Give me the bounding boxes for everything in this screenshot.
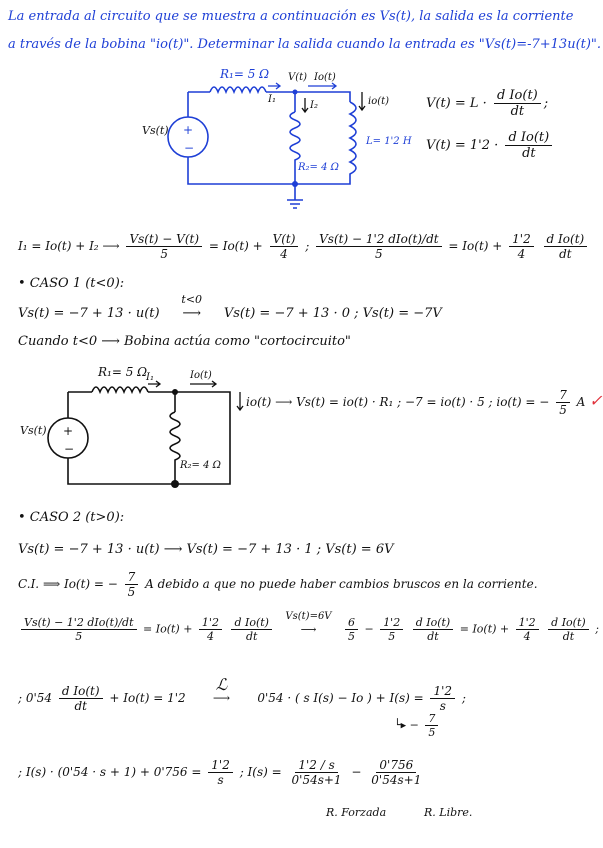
circuit2-r2-label: R₂= 4 Ω: [180, 460, 221, 471]
l-label: L= 1'2 H: [366, 136, 412, 147]
forced-response-label: R. Forzada: [326, 806, 387, 819]
io-label: io(t): [368, 96, 390, 107]
case1-arrow-label: t<0: [181, 293, 203, 306]
free-response-label: R. Libre.: [424, 806, 473, 819]
check-mark-icon: ✓: [589, 391, 603, 410]
i1-label: I₁: [268, 94, 276, 105]
i2-label: I₂: [310, 100, 318, 111]
laplace-symbol: ℒ: [215, 675, 228, 694]
initial-value-substitution: └▸ − $\frac{7}{5}$: [394, 712, 441, 739]
minus-sign: −: [184, 141, 195, 155]
side-equation-1: V(t) = L · $\frac{\text{d Io(t)}}{dt}$ ;: [426, 88, 549, 119]
intro-line-2: a través de la bobina "io(t)". Determinar la salida cuando la entrada es "Vs(t)=-7+13u(t)".: [8, 37, 602, 52]
io-top-label: Io(t): [314, 72, 336, 83]
case2-equation: Vs(t) = −7 + 13 · u(t) ⟶ Vs(t) = −7 + 13 · 1 ; Vs(t) = 6V: [18, 542, 394, 557]
circuit2-i1-label: I₁: [146, 372, 154, 383]
circuit2-r1-label: R₁= 5 Ω: [98, 365, 148, 379]
r2-label: R₂= 4 Ω: [298, 162, 339, 173]
kcl-equation: I₁ = Io(t) + I₂ ⟶ $\frac{Vs(t) - V(t)}{5}$ = Io(t) + $\frac{V(t)}{4}$ ; $\frac{\text{Vs(t) − 1'2 dIo(t)/dt}}{5}$ = Io(t) + $\frac{1'2}{4}$ $\frac{\text{d Io(t)}}{dt}$: [18, 232, 590, 261]
side-equation-2: V(t) = 1'2 · $\frac{\text{d Io(t)}}{dt}$: [426, 130, 555, 161]
case1-title: • CASO 1 (t<0):: [18, 276, 125, 291]
equation-c: ; I(s) · (0'54 · s + 1) + 0'756 = $\frac{1'2}{s}$ ; I(s) = $\frac{1'2 / s}{0'54s+1}$ − $\frac{0'756}{0'54s+1}$: [18, 758, 422, 787]
eq-a-arrow-label: Vs(t)=6V: [285, 610, 332, 622]
intro-line-1: La entrada al circuito que se muestra a continuación es Vs(t), la salida es la corriente: [8, 9, 574, 24]
circuit2-io-top-label: Io(t): [190, 370, 212, 381]
r1-label: R₁= 5 Ω: [220, 67, 270, 81]
equation-a: $\frac{\text{Vs(t) − 1'2 dIo(t)/dt}}{5}$ = Io(t) + $\frac{1'2}{4}$ $\frac{\text{d Io(t)}}{dt}$ Vs(t)=6V ⟶ $\frac{6}{5}$ − $\frac{1'2}{5}$ $\frac{\text{d Io(t)}}{dt}$ = Io(t) + $\frac{1'2}{4}$ $\frac{\text{d Io(t)}}{dt}$ ;: [18, 616, 599, 643]
case2-title: • CASO 2 (t>0):: [18, 510, 125, 525]
plus-sign: +: [183, 123, 194, 137]
case2-initial-condition: C.I. ⟹ Io(t) = − $\frac{7}{5}$ A debido a que no puede haber cambios bruscos en la corriente.: [18, 570, 538, 599]
case1-equation: Vs(t) = −7 + 13 · u(t) t<0 ⟶ Vs(t) = −7 + 13 · 0 ; Vs(t) = −7V: [18, 293, 442, 321]
circuit2-minus: −: [64, 442, 75, 456]
equation-b: ; 0'54 $\frac{\text{d Io(t)}}{dt}$ + Io(t) = 1'2 ℒ ⟶ 0'54 · ( s I(s) − Io ) + I(s) = $\frac{1'2}{s}$ ;: [18, 675, 466, 713]
case1-result: io(t) ⟶ Vs(t) = io(t) · R₁ ; −7 = io(t) · 5 ; io(t) = − $\frac{7}{5}$ A ✓: [246, 388, 603, 417]
case1-note: Cuando t<0 ⟶ Bobina actúa como "cortocircuito": [18, 334, 351, 349]
circuit-diagram-2: [20, 362, 250, 502]
circuit-diagram-1: [140, 62, 410, 217]
circuit2-vs-label: Vs(t): [20, 424, 47, 437]
circuit2-plus: +: [63, 424, 74, 438]
vs-label: Vs(t): [142, 124, 169, 137]
circuit2-io-label: io(t): [246, 395, 272, 409]
v-label: V(t): [288, 72, 308, 83]
